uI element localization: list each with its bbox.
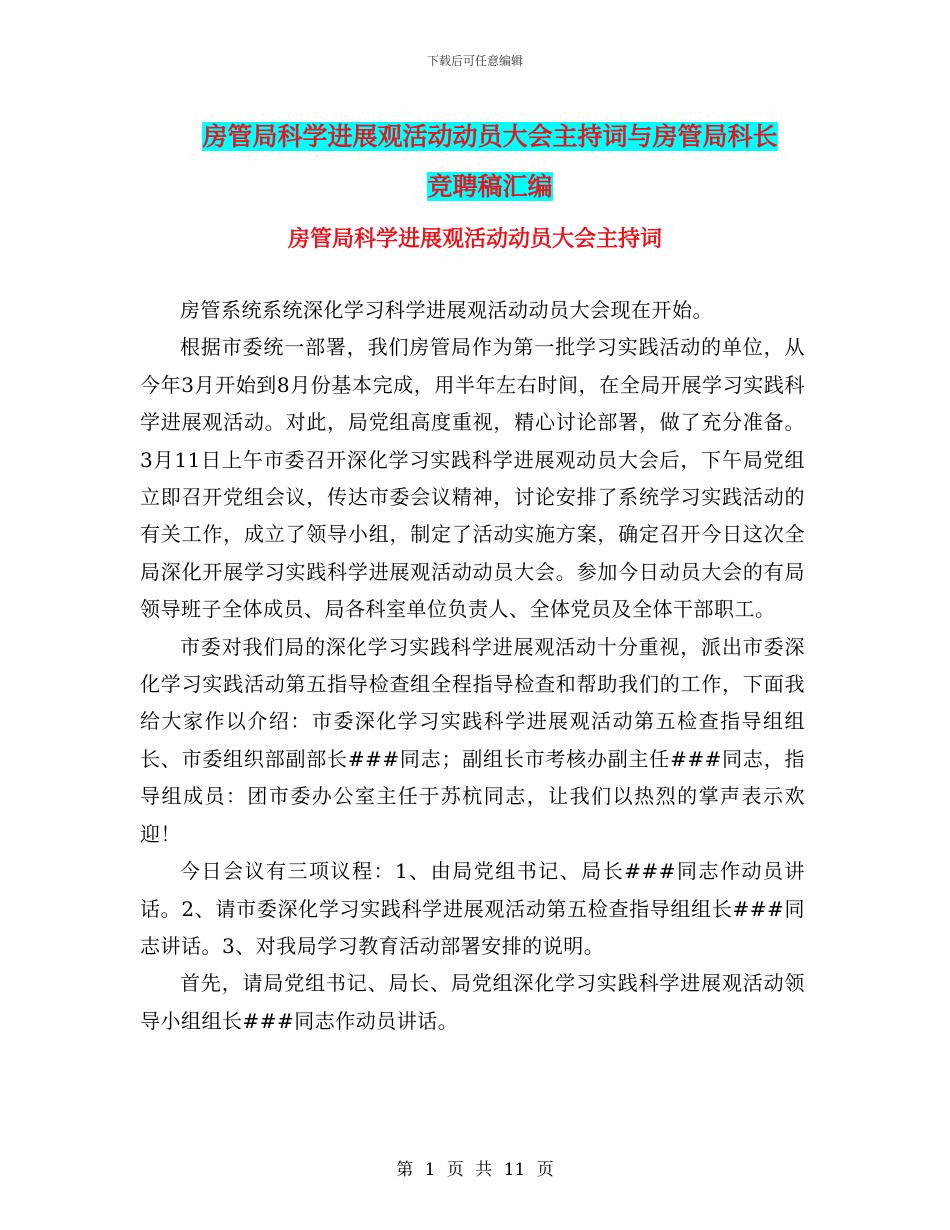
document-title <box>140 112 840 212</box>
document-title-line-1 <box>140 112 840 162</box>
body-content <box>140 292 805 1040</box>
paragraph: 市委对我们局的深化学习实践科学进展观活动十分重视，派出市委深化学习实践活动第五指导检查组全程指导检查和帮助我们的工作，下面我给大家作以介绍：市委深化学习实践科学进展观活动第五检查指导组组长、市委组织部副部长###同志；副组长市考核办副主任###同志，指导组成员：团市委办公室主任于苏杭同志，让我们以热烈的掌声表示欢迎！ <box>140 634 805 846</box>
section-title: 房管局科学进展观活动动员大会主持词 <box>287 226 662 252</box>
paragraph: 房管系统系统深化学习科学进展观活动动员大会现在开始。 <box>180 298 713 322</box>
title-highlight: 竞聘稿汇编 <box>427 172 553 201</box>
paragraph: 今日会议有三项议程：1、由局党组书记、局长###同志作动员讲话。2、请市委深化学习实践科学进展观活动第五检查指导组组长###同志讲话。3、对我局学习教育活动部署安排的说明。 <box>140 859 805 958</box>
document-title-line-2 <box>140 162 840 212</box>
paragraph: 根据市委统一部署，我们房管局作为第一批学习实践活动的单位，从今年3月开始到8月份基本完成，用半年左右时间，在全局开展学习实践科学进展观活动。对此，局党组高度重视，精心讨论部署，做了充分准备。3月11日上午市委召开深化学习实践科学进展观动员大会后，下午局党组立即召开党组会议，传达市委会议精神，讨论安排了系统学习实践活动的有关工作，成立了领导小组，制定了活动实施方案，确定召开今日这次全局深化开展学习实践科学进展观活动动员大会。参加今日动员大会的有局领导班子全体成员、局各科室单位负责人、全体党员及全体干部职工。 <box>140 335 805 622</box>
paragraph: 首先，请局党组书记、局长、局党组深化学习实践科学进展观活动领导小组组长###同志作动员讲话。 <box>140 971 805 1033</box>
title-highlight: 房管局科学进展观活动动员大会主持词与房管局科长 <box>202 122 778 151</box>
page-footer: 第 1 页 共 11 页 <box>396 1160 554 1180</box>
header-note: 下载后可任意编辑 <box>426 54 523 68</box>
